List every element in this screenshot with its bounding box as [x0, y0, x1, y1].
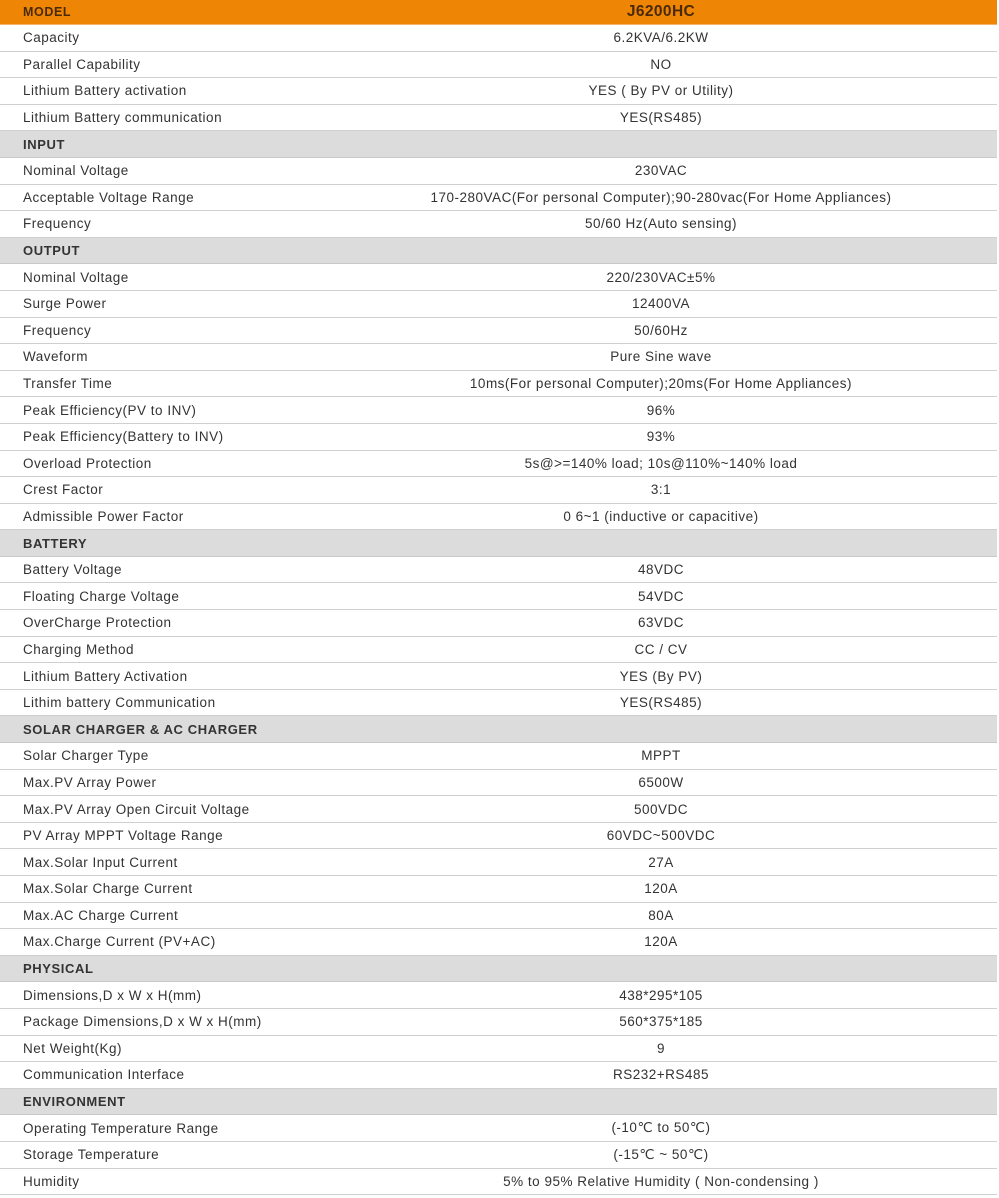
spec-value: 120A: [353, 876, 997, 903]
spec-value: NO: [353, 51, 997, 78]
spec-value: RS232+RS485: [353, 1062, 997, 1089]
spec-row: [0, 610, 997, 637]
spec-value: 60VDC~500VDC: [353, 822, 997, 849]
section-title: ENVIRONMENT: [0, 1088, 353, 1115]
spec-value: 3:1: [353, 477, 997, 504]
spec-label: Lithium Battery communication: [0, 104, 353, 131]
spec-row: [0, 982, 997, 1009]
spec-label: Waveform: [0, 344, 353, 371]
spec-label: Frequency: [0, 317, 353, 344]
spec-label: Max.AC Charge Current: [0, 902, 353, 929]
spec-row: [0, 902, 997, 929]
spec-label: Charging Method: [0, 636, 353, 663]
spec-value: CC / CV: [353, 636, 997, 663]
spec-row: [0, 78, 997, 105]
spec-row: [0, 822, 997, 849]
spec-row: [0, 583, 997, 610]
spec-label: Battery Voltage: [0, 556, 353, 583]
section-title-spacer: [353, 1088, 997, 1115]
spec-value: 9: [353, 1035, 997, 1062]
spec-label: Max.PV Array Open Circuit Voltage: [0, 796, 353, 823]
spec-value: 50/60 Hz(Auto sensing): [353, 211, 997, 238]
section-header-row: [0, 1088, 997, 1115]
spec-value: 80A: [353, 902, 997, 929]
section-title-spacer: [353, 131, 997, 158]
spec-row: [0, 344, 997, 371]
spec-value: YES(RS485): [353, 104, 997, 131]
spec-row: [0, 211, 997, 238]
spec-label: Admissible Power Factor: [0, 503, 353, 530]
spec-label: Lithium Battery activation: [0, 78, 353, 105]
spec-label: Floating Charge Voltage: [0, 583, 353, 610]
spec-label: PV Array MPPT Voltage Range: [0, 822, 353, 849]
spec-value: 5% to 95% Relative Humidity ( Non-condensing ): [353, 1168, 997, 1195]
spec-value: 170-280VAC(For personal Computer);90-280vac(For Home Appliances): [353, 184, 997, 211]
section-header-row: [0, 237, 997, 264]
spec-label: Nominal Voltage: [0, 264, 353, 291]
model-header-row: [0, 0, 997, 25]
spec-row: [0, 104, 997, 131]
spec-value: 220/230VAC±5%: [353, 264, 997, 291]
spec-value: 50/60Hz: [353, 317, 997, 344]
spec-label: Communication Interface: [0, 1062, 353, 1089]
section-title-spacer: [353, 716, 997, 743]
spec-label: Crest Factor: [0, 477, 353, 504]
spec-value: 0 6~1 (inductive or capacitive): [353, 503, 997, 530]
spec-label: Package Dimensions,D x W x H(mm): [0, 1008, 353, 1035]
section-title: INPUT: [0, 131, 353, 158]
spec-label: Max.PV Array Power: [0, 769, 353, 796]
spec-value: 6500W: [353, 769, 997, 796]
spec-label: Solar Charger Type: [0, 743, 353, 770]
spec-value: 12400VA: [353, 290, 997, 317]
spec-row: [0, 157, 997, 184]
spec-row: [0, 849, 997, 876]
spec-value: (-10℃ to 50℃): [353, 1115, 997, 1142]
section-title-spacer: [353, 530, 997, 557]
spec-row: [0, 397, 997, 424]
spec-value: 96%: [353, 397, 997, 424]
spec-row: [0, 423, 997, 450]
section-title: PHYSICAL: [0, 955, 353, 982]
spec-label: Transfer Time: [0, 370, 353, 397]
section-header-row: [0, 530, 997, 557]
spec-label: Operating Temperature Range: [0, 1115, 353, 1142]
spec-value: 54VDC: [353, 583, 997, 610]
spec-label: Lithium Battery Activation: [0, 663, 353, 690]
spec-row: [0, 450, 997, 477]
section-title-spacer: [353, 955, 997, 982]
spec-value: MPPT: [353, 743, 997, 770]
spec-value: 500VDC: [353, 796, 997, 823]
spec-value: YES(RS485): [353, 689, 997, 716]
spec-row: [0, 1008, 997, 1035]
spec-label: Acceptable Voltage Range: [0, 184, 353, 211]
spec-row: [0, 769, 997, 796]
spec-row: [0, 636, 997, 663]
spec-row: [0, 503, 997, 530]
spec-row: [0, 477, 997, 504]
spec-row: [0, 689, 997, 716]
spec-label: Dimensions,D x W x H(mm): [0, 982, 353, 1009]
spec-row: [0, 1168, 997, 1195]
spec-label: Storage Temperature: [0, 1141, 353, 1168]
spec-label: Max.Charge Current (PV+AC): [0, 929, 353, 956]
spec-row: [0, 25, 997, 52]
spec-row: [0, 556, 997, 583]
spec-value: 27A: [353, 849, 997, 876]
spec-label: Peak Efficiency(Battery to INV): [0, 423, 353, 450]
spec-label: Overload Protection: [0, 450, 353, 477]
spec-label: Surge Power: [0, 290, 353, 317]
spec-row: [0, 51, 997, 78]
section-header-row: [0, 955, 997, 982]
spec-value: 230VAC: [353, 157, 997, 184]
section-title: SOLAR CHARGER & AC CHARGER: [0, 716, 353, 743]
spec-label: Nominal Voltage: [0, 157, 353, 184]
spec-row: [0, 876, 997, 903]
section-header-row: [0, 131, 997, 158]
spec-label: Humidity: [0, 1168, 353, 1195]
spec-value: 120A: [353, 929, 997, 956]
spec-value: YES (By PV): [353, 663, 997, 690]
spec-value: 10ms(For personal Computer);20ms(For Home Appliances): [353, 370, 997, 397]
spec-value: 5s@>=140% load; 10s@110%~140% load: [353, 450, 997, 477]
spec-label: Net Weight(Kg): [0, 1035, 353, 1062]
spec-value: YES ( By PV or Utility): [353, 78, 997, 105]
spec-row: [0, 370, 997, 397]
spec-label: Lithim battery Communication: [0, 689, 353, 716]
spec-row: [0, 317, 997, 344]
spec-label: Peak Efficiency(PV to INV): [0, 397, 353, 424]
spec-value: 6.2KVA/6.2KW: [353, 25, 997, 52]
spec-row: [0, 796, 997, 823]
spec-row: [0, 1115, 997, 1142]
spec-value: 560*375*185: [353, 1008, 997, 1035]
section-title: OUTPUT: [0, 237, 353, 264]
spec-row: [0, 1062, 997, 1089]
section-header-row: [0, 716, 997, 743]
spec-label: Max.Solar Charge Current: [0, 876, 353, 903]
spec-value: 63VDC: [353, 610, 997, 637]
model-label: MODEL: [0, 0, 353, 25]
spec-row: [0, 929, 997, 956]
model-value: J6200HC: [353, 0, 997, 25]
spec-row: [0, 290, 997, 317]
spec-row: [0, 1141, 997, 1168]
spec-row: [0, 184, 997, 211]
section-title-spacer: [353, 237, 997, 264]
spec-row: [0, 743, 997, 770]
spec-value: 48VDC: [353, 556, 997, 583]
spec-row: [0, 1035, 997, 1062]
spec-value: 438*295*105: [353, 982, 997, 1009]
spec-label: Capacity: [0, 25, 353, 52]
spec-value: 93%: [353, 423, 997, 450]
spec-row: [0, 663, 997, 690]
spec-label: Parallel Capability: [0, 51, 353, 78]
spec-row: [0, 264, 997, 291]
spec-value: (-15℃ ~ 50℃): [353, 1141, 997, 1168]
spec-label: OverCharge Protection: [0, 610, 353, 637]
spec-label: Frequency: [0, 211, 353, 238]
spec-label: Max.Solar Input Current: [0, 849, 353, 876]
spec-value: Pure Sine wave: [353, 344, 997, 371]
section-title: BATTERY: [0, 530, 353, 557]
